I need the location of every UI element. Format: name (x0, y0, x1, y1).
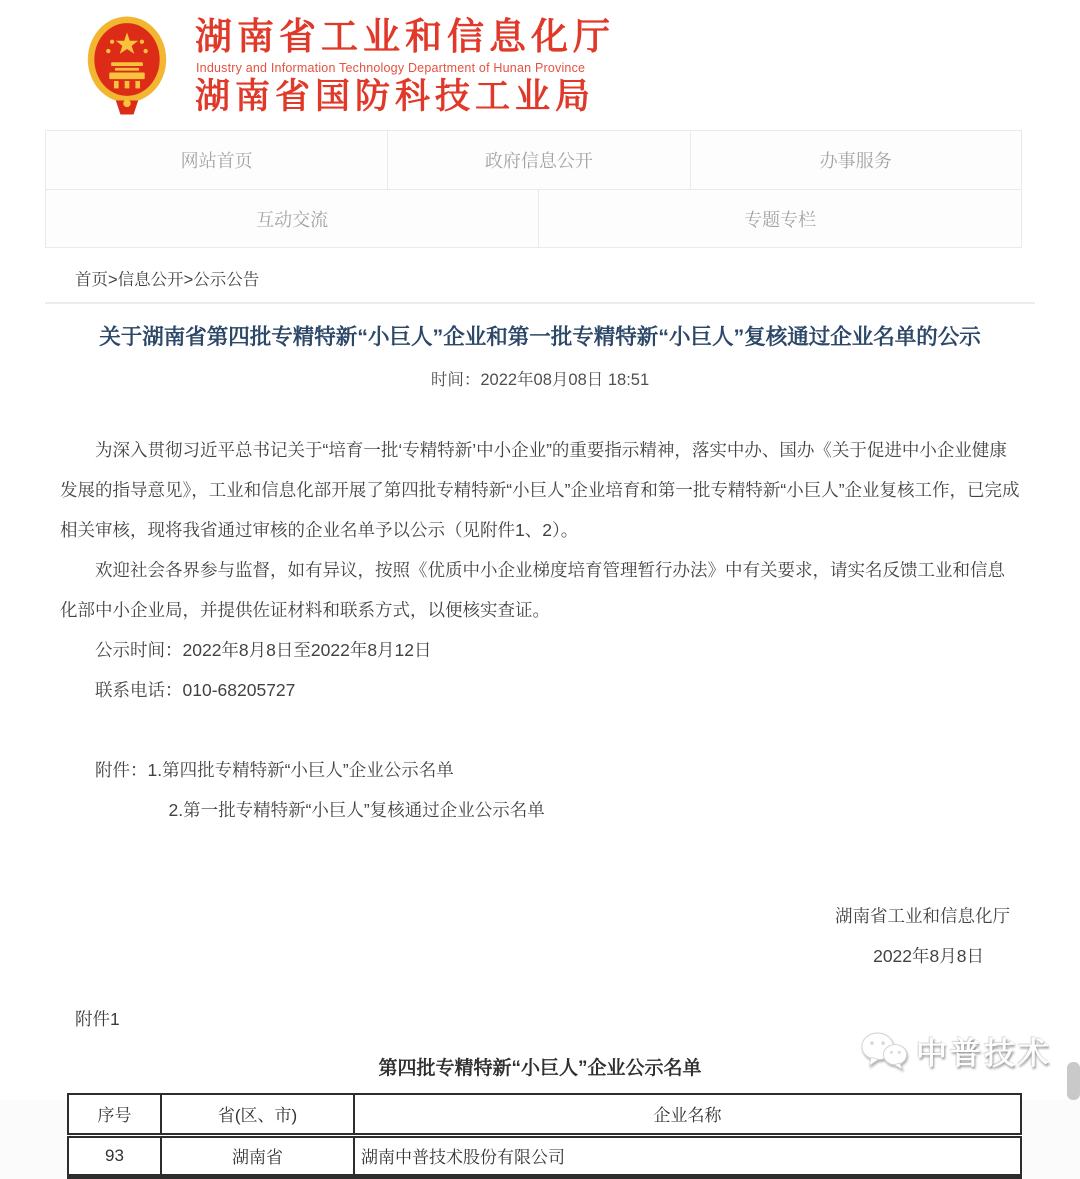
cell-company: 湖南中普技术股份有限公司 (354, 1135, 1021, 1176)
article-body (60, 430, 1020, 830)
nav-item-gov-info[interactable]: 政府信息公开 (387, 131, 689, 189)
table-header-row (68, 1094, 1021, 1135)
appendix-table (67, 1093, 1022, 1179)
publish-time: 时间：2022年08月08日 18:51 (430, 371, 650, 389)
org-name-en: Industry and Information Technology Department of Hunan Province (196, 60, 586, 75)
main-nav (45, 130, 1022, 248)
cell-seq: 93 (68, 1135, 161, 1176)
nav-item-special[interactable]: 专题专栏 (538, 190, 1021, 247)
scrollbar-thumb[interactable] (1067, 1062, 1080, 1100)
watermark-text: 中普技术 (916, 1036, 1052, 1071)
org-name-block (195, 16, 615, 116)
national-emblem-icon (85, 12, 169, 120)
attachment-item-1[interactable]: 附件：1.第四批专精特新“小巨人”企业公示名单 (95, 760, 454, 780)
page-title: 关于湖南省第四批专精特新“小巨人”企业和第一批专精特新“小巨人”复核通过企业名单的公示 (99, 325, 981, 349)
nav-item-interaction[interactable]: 互动交流 (256, 209, 329, 230)
col-header-province: 省(区、市) (161, 1094, 354, 1135)
breadcrumb-bar (45, 248, 1035, 304)
signature-block (0, 896, 1010, 976)
paragraph-1: 为深入贯彻习近平总书记关于“培育一批‘专精特新’中小企业”的重要指示精神，落实中办、国办《关于促进中小企业健康发展的指导意见》，工业和信息化部开展了第四批专精特新“小巨人”企业培育和第一批专精特新“小巨人”企业复核工作，已完成相关审核，现将我省通过审核的企业名单予以公示（见附件1、2）。 (60, 440, 1020, 540)
table-row (68, 1135, 1021, 1176)
signature-org: 湖南省工业和信息化厅 (835, 906, 1010, 926)
col-header-company: 企业名称 (354, 1094, 1021, 1135)
contact-phone: 联系电话：010-68205727 (95, 680, 296, 700)
site-header (0, 0, 1080, 130)
paragraph-2: 欢迎社会各界参与监督，如有异议，按照《优质中小企业梯度培育管理暂行办法》中有关要求，请实名反馈工业和信息化部中小企业局，并提供佐证材料和联系方式，以便核实查证。 (60, 560, 1005, 620)
appendix-table-title: 第四批专精特新“小巨人”企业公示名单 (378, 1058, 702, 1079)
nav-item-home[interactable]: 网站首页 (180, 151, 253, 171)
org-name-cn-1: 湖南省工业和信息化厅 (195, 16, 615, 58)
nav-row-2 (46, 189, 1021, 247)
breadcrumb[interactable]: 首页>信息公开>公示公告 (75, 271, 260, 289)
signature-date: 2022年8月8日 (873, 946, 984, 966)
publicity-period: 公示时间：2022年8月8日至2022年8月12日 (95, 640, 432, 660)
cell-province: 湖南省 (161, 1135, 354, 1176)
nav-row-1 (46, 131, 1021, 189)
appendix-label: 附件1 (75, 1009, 120, 1029)
blank-line (60, 710, 1020, 750)
org-name-cn-2: 湖南省国防科技工业局 (195, 76, 596, 116)
col-header-seq: 序号 (68, 1094, 161, 1135)
attachment-item-2[interactable]: 2.第一批专精特新“小巨人”复核通过企业公示名单 (168, 800, 545, 820)
nav-item-services[interactable]: 办事服务 (690, 131, 1022, 189)
